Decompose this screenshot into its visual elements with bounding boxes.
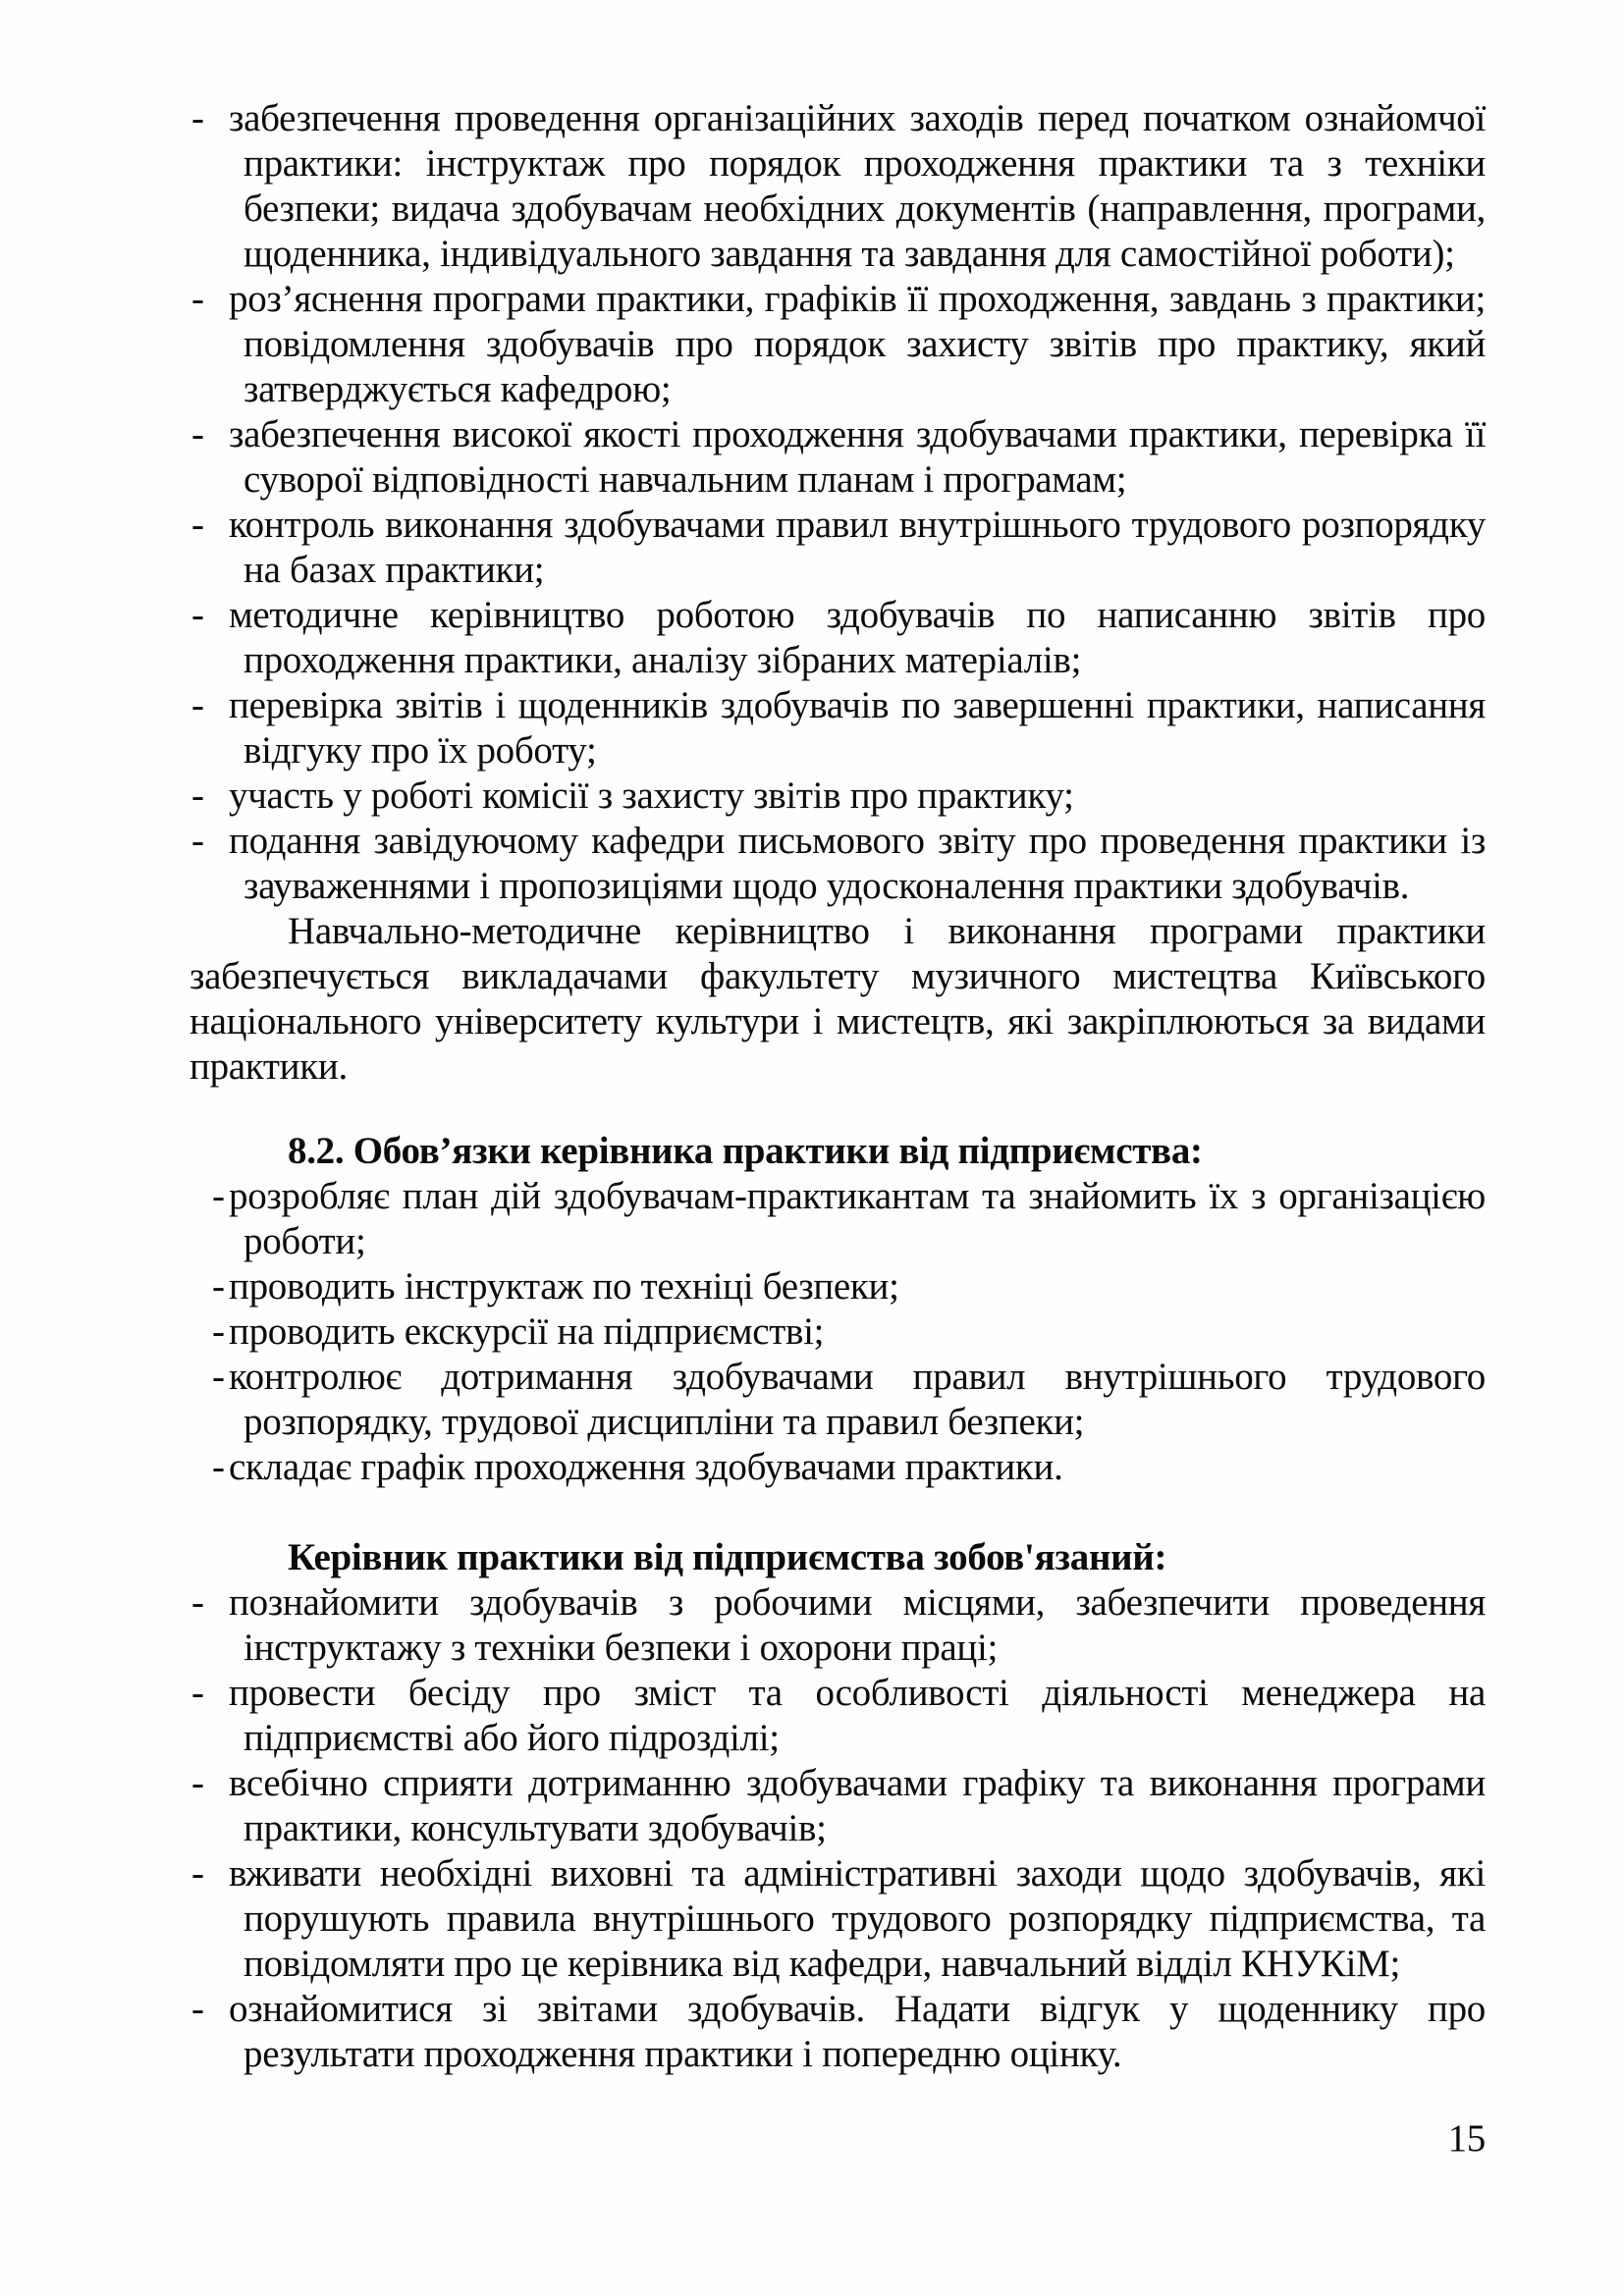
list-item	[189, 774, 1486, 819]
list-item	[189, 1987, 1486, 2077]
page-number: 15	[1447, 2117, 1486, 2160]
kafedra-supervisor-duties-list	[189, 96, 1486, 909]
list-item	[189, 277, 1486, 412]
bullet-dash: -	[191, 278, 204, 320]
list-item-text: перевірка звітів і щоденників здобувачів по завершенні практики, написання відгуку про їх роботу;	[229, 684, 1486, 772]
list-item-text: методичне керівництво роботою здобувачів по написанню звітів про проходження практики, аналізу зібраних матеріалів;	[229, 594, 1486, 681]
list-item-text: забезпечення проведення організаційних заходів перед початком ознайомчої практики: інструктаж про порядок проходження практики та з техніки безпеки; видача здобувачам необхідних документів (направлення, програми, щоденника, індивідуального завдання та завдання для самостійної роботи);	[229, 97, 1486, 275]
bullet-dash: -	[191, 1581, 204, 1624]
list-item-text: подання завідуючому кафедри письмового звіту про проведення практики із зауваженнями і пропозиціями щодо удосконалення практики здобувачів.	[229, 820, 1486, 907]
list-item-text: контроль виконання здобувачами правил внутрішнього трудового розпорядку на базах практики;	[229, 504, 1486, 591]
list-item-text: всебічно сприяти дотриманню здобувачами графіку та виконання програми практики, консультувати здобувачів;	[229, 1762, 1486, 1849]
list-item	[189, 1671, 1486, 1761]
list-item	[189, 1761, 1486, 1851]
list-item-text: познайомити здобувачів з робочими місцями, забезпечити проведення інструктажу з техніки безпеки і охорони праці;	[229, 1581, 1486, 1669]
bullet-dash: -	[191, 1988, 204, 2030]
list-item	[189, 1174, 1486, 1264]
bullet-dash: -	[191, 820, 204, 862]
list-item	[189, 412, 1486, 503]
list-item	[189, 683, 1486, 774]
list-item-text: провести бесіду про зміст та особливості діяльності менеджера на підприємстві або його підрозділі;	[229, 1672, 1486, 1759]
section-heading-8-2: 8.2. Обов’язки керівника практики від підприємства:	[288, 1130, 1203, 1172]
section-heading-enterprise-obligations: Керівник практики від підприємства зобов'язаний:	[288, 1536, 1167, 1578]
enterprise-supervisor-duties-list	[189, 1174, 1486, 1490]
bullet-dash: -	[191, 504, 204, 546]
enterprise-supervisor-obligations-list	[189, 1580, 1486, 2077]
list-item	[189, 593, 1486, 683]
list-item-text: проводить екскурсії на підприємстві;	[229, 1310, 825, 1353]
list-item-text: роз’яснення програми практики, графіків її проходження, завдань з практики; повідомлення здобувачів про порядок захисту звітів про практику, який затверджується кафедрою;	[229, 278, 1486, 410]
list-item-text: вживати необхідні виховні та адміністративні заходи щодо здобувачів, які порушують правила внутрішнього трудового розпорядку підприємства, та повідомляти про це керівника від кафедри, навчальний відділ КНУКіМ;	[229, 1852, 1486, 1985]
body-paragraph: Навчально-методичне керівництво і виконання програми практики забезпечується викладачами факультету музичного мистецтва Київського національного університету культури і мистецтв, які закріплюються за видами практики.	[189, 910, 1486, 1088]
list-item-text: забезпечення високої якості проходження здобувачами практики, перевірка її суворої відповідності навчальним планам і програмам;	[229, 413, 1486, 501]
bullet-dash: -	[191, 413, 204, 455]
list-item-text: ознайомитися зі звітами здобувачів. Надати відгук у щоденнику про результати проходження практики і попередню оцінку.	[229, 1988, 1486, 2075]
list-item	[189, 96, 1486, 277]
list-item	[189, 819, 1486, 909]
bullet-dash: -	[191, 97, 204, 139]
list-item	[189, 1851, 1486, 1987]
bullet-dash: -	[191, 774, 204, 817]
bullet-dash: -	[191, 684, 204, 726]
list-item-text: участь у роботі комісії з захисту звітів про практику;	[229, 774, 1074, 817]
bullet-dash: -	[191, 1762, 204, 1804]
list-item-text: проводить інструктаж по техніці безпеки;	[229, 1265, 899, 1308]
list-item	[189, 1264, 1486, 1309]
bullet-dash: -	[212, 1265, 225, 1308]
bullet-dash: -	[212, 1310, 225, 1353]
list-item	[189, 1580, 1486, 1671]
bullet-dash: -	[191, 594, 204, 636]
list-item-text: розробляє план дій здобувачам-практикантам та знайомить їх з організацією роботи;	[229, 1175, 1486, 1262]
bullet-dash: -	[212, 1175, 225, 1217]
list-item	[189, 1355, 1486, 1445]
list-item-text: складає графік проходження здобувачами практики.	[229, 1446, 1063, 1488]
bullet-dash: -	[191, 1852, 204, 1895]
list-item	[189, 1309, 1486, 1355]
bullet-dash: -	[191, 1672, 204, 1714]
list-item-text: контролює дотримання здобувачами правил внутрішнього трудового розпорядку, трудової дисципліни та правил безпеки;	[229, 1356, 1486, 1443]
list-item	[189, 503, 1486, 593]
bullet-dash: -	[212, 1446, 225, 1488]
bullet-dash: -	[212, 1356, 225, 1398]
list-item	[189, 1445, 1486, 1490]
